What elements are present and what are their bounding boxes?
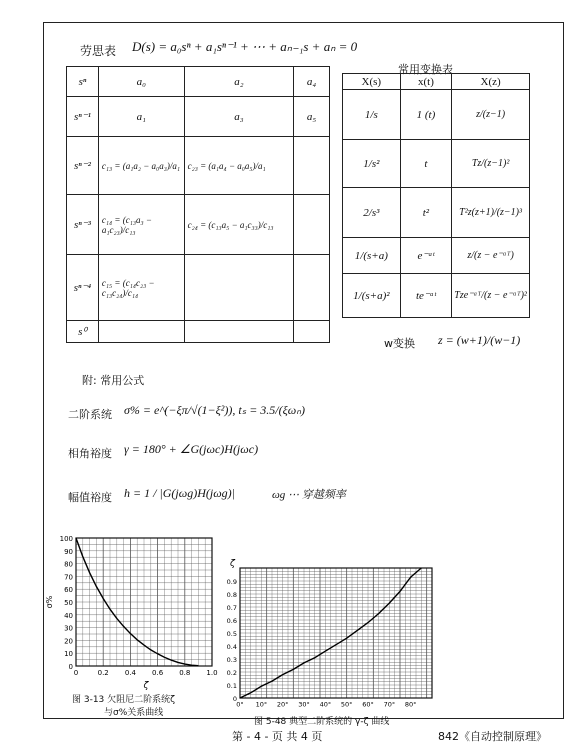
routh-power: sⁿ — [67, 67, 99, 97]
chart2-caption: 图 5-48 典型二阶系统的 γ-ζ 曲线 — [254, 717, 390, 727]
routh-cell: a₃ — [184, 97, 294, 137]
chart1-caption-1: 图 3-13 欠阻尼二阶系统ζ — [72, 695, 176, 705]
x-tick-label: 0.6 — [152, 669, 164, 677]
phase-margin-label: 相角裕度 — [68, 447, 112, 460]
transform-cell-xt: e⁻ᵃᵗ — [400, 238, 452, 274]
x-tick-label: 1.0 — [206, 669, 218, 677]
y-tick-label: 0.2 — [226, 669, 237, 677]
transform-header: X(z) — [452, 74, 530, 90]
formulas-heading: 附: 常用公式 — [82, 374, 145, 387]
transform-row — [343, 274, 530, 318]
x-tick-label: 50° — [340, 700, 353, 709]
routh-cell: c₁₃ = (a₁a₂ − a₀a₃)/a₁ — [98, 137, 184, 195]
routh-row — [67, 67, 330, 97]
routh-cell: a₀ — [98, 67, 184, 97]
y-tick-label: 0.1 — [226, 682, 237, 690]
routh-power: sⁿ⁻⁴ — [67, 255, 99, 321]
transform-cell-xt: t² — [400, 188, 452, 238]
routh-cell — [294, 195, 330, 255]
transform-cell-xz: z/(z−1) — [452, 90, 530, 140]
y-tick-label: 30 — [64, 624, 73, 633]
y-axis-label: σ% — [45, 595, 54, 609]
w-transform-formula: z = (w+1)/(w−1) — [438, 333, 521, 347]
x-tick-label: 0° — [236, 700, 244, 709]
w-transform-label: w变换 — [384, 337, 415, 350]
chart1-caption-2: 与σ%关系曲线 — [104, 708, 164, 718]
routh-equation: D(s) = a₀sⁿ + a₁sⁿ⁻¹ + ⋯ + aₙ₋₁s + aₙ = 0 — [132, 39, 358, 54]
footer-course: 842《自动控制原理》 — [438, 730, 547, 743]
routh-cell: c₁₅ = (c₁₄c₂₃ − c₁₃c₂₄)/c₁₄ — [98, 255, 184, 321]
transform-cell-xs: 1/(s+a) — [343, 238, 401, 274]
x-tick-label: 70° — [383, 700, 396, 709]
y-tick-label: 0.9 — [226, 578, 237, 586]
x-tick-label: 0.2 — [97, 669, 109, 677]
y-tick-label: 20 — [64, 637, 73, 646]
y-tick-label: 0.7 — [226, 604, 237, 612]
transform-table — [342, 73, 530, 318]
y-axis-label: ζ — [230, 559, 235, 569]
second-order-formula: σ% = e^(−ξπ/√(1−ξ²)), tₛ = 3.5/(ξωₙ) — [124, 403, 306, 417]
routh-power: s⁰ — [67, 321, 99, 343]
chart-gamma-zeta — [220, 556, 438, 714]
y-tick-label: 60 — [64, 586, 73, 595]
transform-cell-xs: 1/s — [343, 90, 401, 140]
gain-margin-formula: h = 1 / |G(jωg)H(jωg)| — [124, 486, 235, 500]
x-tick-label: 0.8 — [179, 669, 191, 677]
y-tick-label: 0 — [232, 695, 237, 703]
x-tick-label: 0.4 — [124, 669, 136, 677]
routh-cell: a₁ — [98, 97, 184, 137]
footer-page: 第 - 4 - 页 共 4 页 — [232, 730, 323, 743]
routh-row — [67, 195, 330, 255]
x-axis-label: ζ — [143, 681, 149, 691]
routh-cell: a₅ — [294, 97, 330, 137]
routh-row — [67, 97, 330, 137]
transform-cell-xz: Tz/(z−1)² — [452, 140, 530, 188]
y-tick-label: 10 — [64, 650, 73, 659]
y-tick-label: 100 — [59, 535, 73, 543]
routh-row — [67, 255, 330, 321]
y-tick-label: 0.4 — [226, 643, 237, 651]
routh-cell — [184, 321, 294, 343]
routh-title: 劳思表 — [80, 44, 117, 58]
y-tick-label: 0 — [68, 663, 73, 671]
y-tick-label: 50 — [64, 599, 73, 607]
transform-cell-xz: T²z(z+1)/(z−1)³ — [452, 188, 530, 238]
y-tick-label: 0.6 — [226, 617, 237, 625]
routh-cell — [294, 137, 330, 195]
transform-title: 常用变换表 — [398, 63, 453, 76]
x-tick-label: 40° — [319, 700, 332, 709]
x-tick-label: 80° — [404, 700, 417, 709]
routh-power: sⁿ⁻² — [67, 137, 99, 195]
transform-row — [343, 188, 530, 238]
transform-row — [343, 90, 530, 140]
routh-cell — [98, 321, 184, 343]
gain-margin-label: 幅值裕度 — [68, 491, 112, 504]
phase-margin-formula: γ = 180° + ∠G(jωc)H(jωc) — [124, 442, 259, 456]
routh-cell — [294, 321, 330, 343]
x-tick-label: 60° — [362, 700, 374, 709]
routh-cell: a₄ — [294, 67, 330, 97]
y-tick-label: 0.3 — [226, 656, 237, 664]
routh-row — [67, 321, 330, 343]
y-tick-label: 0.5 — [226, 630, 237, 638]
routh-cell — [294, 255, 330, 321]
x-tick-label: 0 — [73, 669, 79, 677]
routh-cell: c₂₄ = (c₁₃a₅ − a₁c₃₃)/c₁₃ — [184, 195, 294, 255]
gain-margin-note: ωg ⋯ 穿越频率 — [272, 489, 346, 501]
x-tick-label: 30° — [298, 700, 310, 709]
transform-cell-xt: te⁻ᵃᵗ — [400, 274, 452, 318]
second-order-label: 二阶系统 — [68, 408, 112, 421]
routh-row — [67, 137, 330, 195]
transform-cell-xs: 1/s² — [343, 140, 401, 188]
transform-cell-xs: 1/(s+a)² — [343, 274, 401, 318]
transform-cell-xs: 2/s³ — [343, 188, 401, 238]
x-tick-label: 20° — [276, 700, 289, 709]
routh-cell — [184, 255, 294, 321]
transform-cell-xt: t — [400, 140, 452, 188]
transform-row — [343, 140, 530, 188]
routh-table — [66, 66, 330, 343]
y-tick-label: 40 — [64, 611, 73, 620]
chart-zeta-sigma — [46, 530, 218, 692]
transform-header: x(t) — [400, 74, 452, 90]
transform-cell-xz: Tze⁻ᵃᵀ/(z − e⁻ᵃᵀ)² — [452, 274, 530, 318]
y-tick-label: 70 — [64, 573, 73, 582]
routh-power: sⁿ⁻¹ — [67, 97, 99, 137]
transform-cell-xt: 1 (t) — [400, 90, 452, 140]
routh-power: sⁿ⁻³ — [67, 195, 99, 255]
routh-cell: c₂₃ = (a₁a₄ − a₀a₅)/a₁ — [184, 137, 294, 195]
x-tick-label: 10° — [255, 700, 268, 709]
transform-header: X(s) — [343, 74, 401, 90]
transform-cell-xz: z/(z − e⁻ᵃᵀ) — [452, 238, 530, 274]
routh-cell: c₁₄ = (c₁₃a₃ − a₁c₂₃)/c₁₃ — [98, 195, 184, 255]
y-tick-label: 90 — [64, 547, 73, 556]
transform-row — [343, 238, 530, 274]
y-tick-label: 0.8 — [226, 591, 237, 599]
y-tick-label: 80 — [64, 560, 73, 569]
routh-cell: a₂ — [184, 67, 294, 97]
